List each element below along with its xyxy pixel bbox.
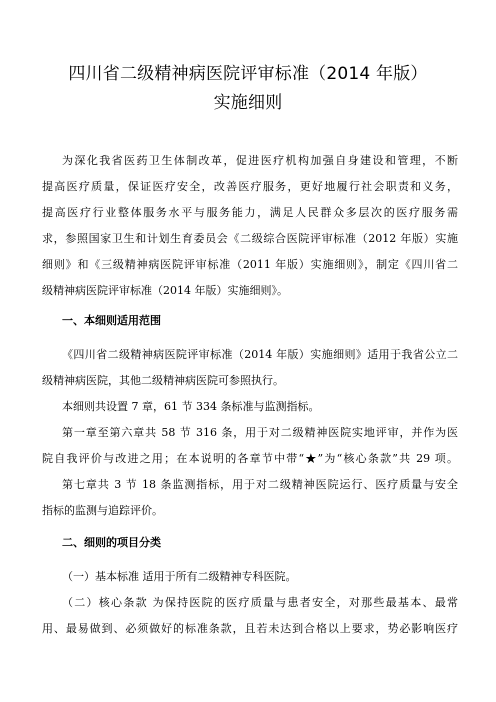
section-heading-classification: 二、细则的项目分类 (62, 536, 161, 549)
intro-line-4: 求，参照国家卫生和计划生育委员会《二级综合医院评审标准（2012 年版）实施 (42, 232, 458, 245)
chapters-1-6-line-2: 院自我评价与改进之用；在本说明的各章节中带“★”为“核心条款”共 29 项。 (42, 452, 458, 465)
intro-line-3: 提高医疗行业整体服务水平与服务能力，满足人民群众多层次的医疗服务需 (42, 206, 458, 219)
intro-line-2: 提高医疗质量，保证医疗安全，改善医疗服务，更好地履行社会职责和义务， (42, 180, 458, 193)
section-heading-scope: 一、本细则适用范围 (62, 314, 161, 327)
core-clause-line-2: 用、最易做到、必须做好的标准条款，且若未达到合格以上要求，势必影响医疗 (42, 622, 458, 635)
document-title-line-2: 实施细则 (213, 93, 283, 113)
core-clause-line-1: （二）核心条款 为保持医院的医疗质量与患者安全，对那些最基本、最常 (62, 596, 458, 609)
scope-paragraph-line-1: 《四川省二级精神病医院评审标准（2014 年版）实施细则》适用于我省公立二 (62, 348, 458, 361)
intro-line-5: 细则》和《三级精神病医院评审标准（2011 年版）实施细则》，制定《四川省二 (42, 258, 458, 271)
chapter-7-line-2: 指标的监测与追踪评价。 (42, 504, 163, 517)
intro-line-1: 为深化我省医药卫生体制改革，促进医疗机构加强自身建设和管理，不断 (62, 154, 458, 167)
chapters-1-6-line-1: 第一章至第六章共 58 节 316 条，用于对二级精神医院实地评审，并作为医 (62, 426, 458, 439)
basic-standard-line: （一）基本标准 适用于所有二级精神专科医院。 (62, 570, 297, 583)
scope-paragraph-line-2: 级精神病医院，其他二级精神病医院可参照执行。 (42, 374, 284, 387)
document-title-line-1: 四川省二级精神病医院评审标准（2014 年版） (68, 64, 428, 84)
scope-chapters-summary: 本细则共设置 7 章，61 节 334 条标准与监测指标。 (62, 400, 320, 413)
chapter-7-line-1: 第七章共 3 节 18 条监测指标，用于对二级精神医院运行、医疗质量与安全 (62, 478, 458, 491)
intro-line-6: 级精神病医院评审标准（2014 年版）实施细则》。 (42, 284, 288, 297)
